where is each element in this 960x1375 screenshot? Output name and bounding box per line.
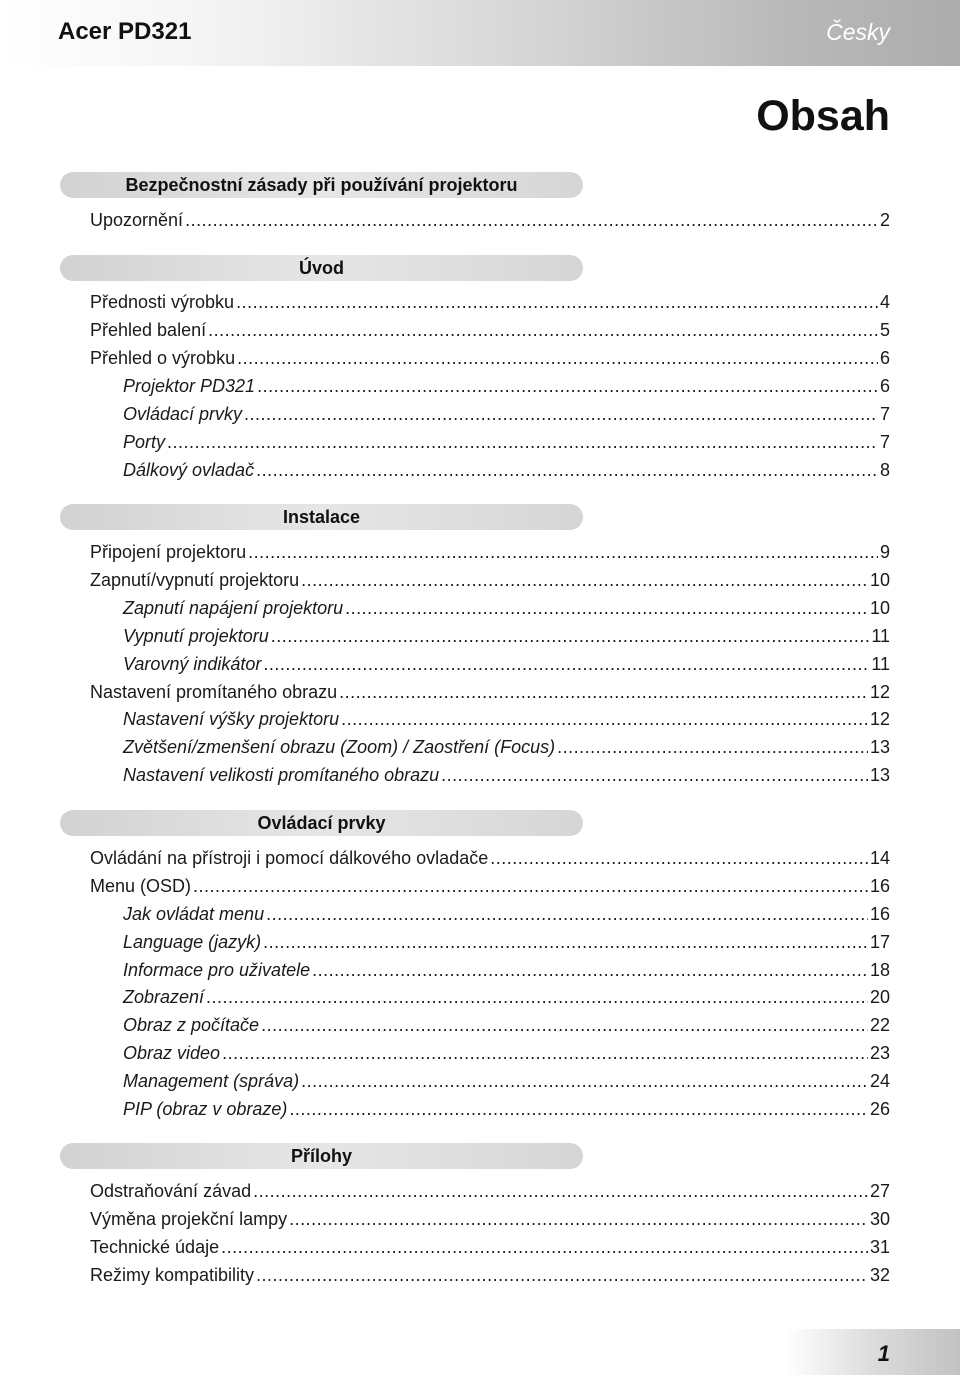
dot-leader <box>266 902 868 926</box>
toc-entry-page: 11 <box>871 654 890 674</box>
section-header-controls: Ovládací prvky <box>60 810 583 836</box>
toc-entry-page: 16 <box>869 904 890 924</box>
toc-entry-page: 10 <box>869 570 890 590</box>
dot-leader <box>263 652 869 676</box>
toc-entry[interactable] <box>90 874 890 898</box>
toc-entry[interactable] <box>90 1235 890 1259</box>
toc-entry-page: 22 <box>869 1015 890 1035</box>
dot-leader <box>248 540 878 564</box>
toc-entry-label: Režimy kompatibility <box>90 1265 255 1285</box>
toc-entry-label: Varovný indikátor <box>123 654 262 674</box>
dot-leader <box>289 1097 868 1121</box>
toc-subentry[interactable] <box>123 1069 890 1093</box>
toc-entry-label: Přehled o výrobku <box>90 348 236 368</box>
toc-entry-label: Výměna projekční lampy <box>90 1209 288 1229</box>
toc-entry-page: 13 <box>869 737 890 757</box>
document-title: Acer PD321 <box>58 18 192 45</box>
toc-entry-page: 6 <box>879 348 890 368</box>
toc-entry-page: 32 <box>869 1265 890 1285</box>
toc-entry-label: Obraz video <box>123 1043 221 1063</box>
toc-entry-label: Ovládací prvky <box>123 404 243 424</box>
toc-entry-label: Nastavení velikosti promítaného obrazu <box>123 765 440 785</box>
toc-entry[interactable] <box>90 346 890 370</box>
toc-entry-page: 17 <box>869 932 890 952</box>
dot-leader <box>253 1179 868 1203</box>
dot-leader <box>193 874 868 898</box>
toc-entry-label: Přednosti výrobku <box>90 292 235 312</box>
toc-entry-label: Projektor PD321 <box>123 376 256 396</box>
toc-entry-label: Porty <box>123 432 166 452</box>
toc-entry-page: 2 <box>879 210 890 230</box>
toc-entry-page: 4 <box>879 292 890 312</box>
toc-subentry[interactable] <box>123 958 890 982</box>
toc-entry-page: 26 <box>869 1099 890 1119</box>
toc-subentry[interactable] <box>123 735 890 759</box>
toc-entry-page: 10 <box>869 598 890 618</box>
toc-entry-page: 30 <box>869 1209 890 1229</box>
toc-subentry[interactable] <box>123 402 890 426</box>
dot-leader <box>261 1013 868 1037</box>
dot-leader <box>263 930 868 954</box>
toc-entry-label: Technické údaje <box>90 1237 220 1257</box>
dot-leader <box>312 958 868 982</box>
dot-leader <box>301 568 868 592</box>
toc-subentry[interactable] <box>123 930 890 954</box>
toc-subentry[interactable] <box>123 652 890 676</box>
dot-leader <box>301 1069 868 1093</box>
toc-entry-page: 18 <box>869 960 890 980</box>
toc-subentry[interactable] <box>123 596 890 620</box>
toc-entry-page: 5 <box>879 320 890 340</box>
toc-entry-page: 24 <box>869 1071 890 1091</box>
toc-entry-page: 7 <box>879 432 890 452</box>
toc-subentry[interactable] <box>123 430 890 454</box>
dot-leader <box>557 735 868 759</box>
toc-subentry[interactable] <box>123 985 890 1009</box>
dot-leader <box>289 1207 868 1231</box>
toc-subentry[interactable] <box>123 1097 890 1121</box>
toc-entry-page: 9 <box>879 542 890 562</box>
dot-leader <box>221 1235 868 1259</box>
page-title: Obsah <box>756 92 890 140</box>
toc-entry-label: Přehled balení <box>90 320 207 340</box>
toc-entry-page: 7 <box>879 404 890 424</box>
section-header-intro: Úvod <box>60 255 583 281</box>
toc-entry-page: 14 <box>869 848 890 868</box>
toc-entry-page: 20 <box>869 987 890 1007</box>
section-header-installation: Instalace <box>60 504 583 530</box>
toc-entry-page: 6 <box>879 376 890 396</box>
dot-leader <box>237 346 878 370</box>
toc-entry-label: Upozornění <box>90 210 184 230</box>
page-number: 1 <box>877 1341 890 1366</box>
toc-entry[interactable] <box>90 1263 890 1287</box>
toc-entry[interactable] <box>90 208 890 232</box>
toc-entry-label: Informace pro uživatele <box>123 960 311 980</box>
dot-leader <box>256 458 878 482</box>
dot-leader <box>339 680 868 704</box>
dot-leader <box>257 374 878 398</box>
header-bar <box>0 0 960 66</box>
section-header-appendix: Přílohy <box>60 1143 583 1169</box>
dot-leader <box>236 290 878 314</box>
toc-entry[interactable] <box>90 318 890 342</box>
dot-leader <box>244 402 878 426</box>
toc-entry-page: 12 <box>869 709 890 729</box>
toc-subentry[interactable] <box>123 1013 890 1037</box>
toc-entry-label: Language (jazyk) <box>123 932 262 952</box>
toc-entry-label: Vypnutí projektoru <box>123 626 269 646</box>
toc-subentry[interactable] <box>123 458 890 482</box>
section-header-safety: Bezpečnostní zásady při používání projektoru <box>60 172 583 198</box>
toc-entry[interactable] <box>90 540 890 564</box>
dot-leader <box>345 596 868 620</box>
toc-entry-label: Zapnutí/vypnutí projektoru <box>90 570 300 590</box>
toc-entry-label: Menu (OSD) <box>90 876 192 896</box>
toc-entry[interactable] <box>90 846 890 870</box>
toc-subentry[interactable] <box>123 624 890 648</box>
toc-entry[interactable] <box>90 1207 890 1231</box>
dot-leader <box>208 318 878 342</box>
toc-subentry[interactable] <box>123 1041 890 1065</box>
toc-entry[interactable] <box>90 1179 890 1203</box>
toc-entry-label: Odstraňování závad <box>90 1181 252 1201</box>
toc-subentry[interactable] <box>123 902 890 926</box>
toc-entry-page: 16 <box>869 876 890 896</box>
toc-entry-label: PIP (obraz v obraze) <box>123 1099 288 1119</box>
toc-entry-label: Management (správa) <box>123 1071 300 1091</box>
toc-entry-label: Ovládání na přístroji i pomocí dálkového ovladače <box>90 848 489 868</box>
toc-entry-label: Připojení projektoru <box>90 542 247 562</box>
toc-entry-label: Nastavení promítaného obrazu <box>90 682 338 702</box>
dot-leader <box>271 624 870 648</box>
toc-entry-page: 11 <box>871 626 890 646</box>
toc-entry-page: 31 <box>869 1237 890 1257</box>
language-label: Česky <box>826 19 890 45</box>
dot-leader <box>222 1041 868 1065</box>
dot-leader <box>206 985 868 1009</box>
dot-leader <box>256 1263 868 1287</box>
toc-entry-page: 23 <box>869 1043 890 1063</box>
dot-leader <box>167 430 878 454</box>
dot-leader <box>490 846 868 870</box>
toc-entry-label: Jak ovládat menu <box>123 904 265 924</box>
toc-entry-page: 27 <box>869 1181 890 1201</box>
footer-corner-shade <box>785 1329 960 1375</box>
toc-entry-label: Zapnutí napájení projektoru <box>123 598 344 618</box>
toc-entry-label: Nastavení výšky projektoru <box>123 709 340 729</box>
toc-entry-page: 13 <box>869 765 890 785</box>
toc-entry-label: Dálkový ovladač <box>123 460 255 480</box>
toc-entry-label: Zvětšení/zmenšení obrazu (Zoom) / Zaostření (Focus) <box>123 737 556 757</box>
toc-entry[interactable] <box>90 290 890 314</box>
toc-entry-label: Obraz z počítače <box>123 1015 260 1035</box>
dot-leader <box>441 763 868 787</box>
toc-subentry[interactable] <box>123 707 890 731</box>
toc-entry-page: 8 <box>879 460 890 480</box>
dot-leader <box>185 208 878 232</box>
toc-entry[interactable] <box>90 680 890 704</box>
toc-entry[interactable] <box>90 568 890 592</box>
dot-leader <box>341 707 868 731</box>
toc-subentry[interactable] <box>123 763 890 787</box>
toc-entry-label: Zobrazení <box>123 987 205 1007</box>
toc-subentry[interactable] <box>123 374 890 398</box>
toc-entry-page: 12 <box>869 682 890 702</box>
